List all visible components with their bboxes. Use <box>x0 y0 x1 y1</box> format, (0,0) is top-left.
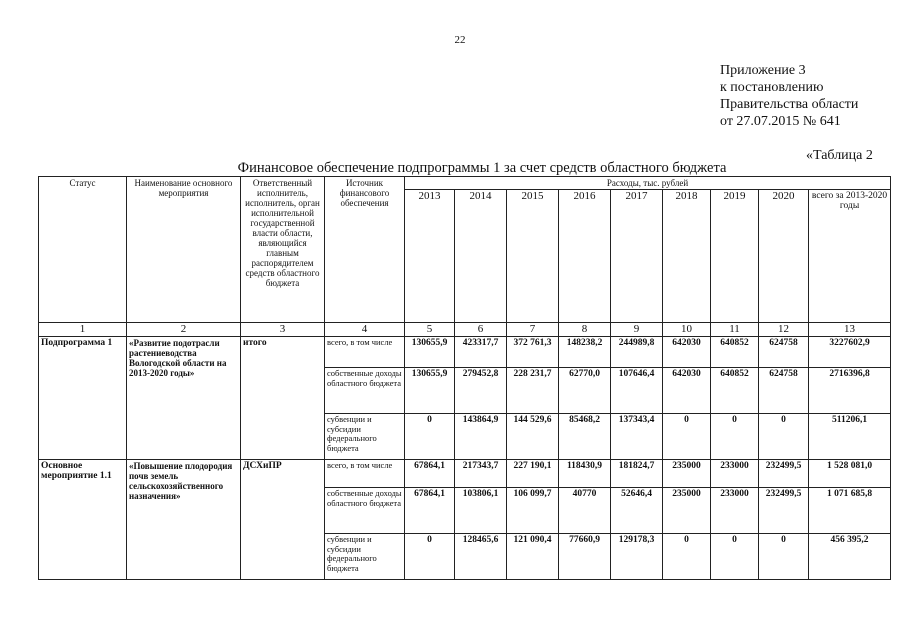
source-cell: собственные доходы областного бюджета <box>325 488 405 534</box>
value-cell: 0 <box>711 534 759 580</box>
header-name: Наименование основного мероприятия <box>127 177 241 323</box>
value-cell: 227 190,1 <box>507 460 559 488</box>
value-cell: 130655,9 <box>405 337 455 368</box>
source-cell: субвенции и субсидии федерального бюджета <box>325 534 405 580</box>
header-year: 2017 <box>611 190 663 323</box>
header-year: 2014 <box>455 190 507 323</box>
table-row <box>39 460 891 488</box>
value-cell: 106 099,7 <box>507 488 559 534</box>
column-number: 1 <box>39 323 127 337</box>
appendix-line: от 27.07.2015 № 641 <box>720 114 841 129</box>
appendix-line: Правительства области <box>720 97 859 112</box>
table-title: Финансовое обеспечение подпрограммы 1 за счет средств областного бюджета <box>237 160 727 176</box>
value-cell: 244989,8 <box>611 337 663 368</box>
column-number: 7 <box>507 323 559 337</box>
value-cell: 0 <box>759 414 809 460</box>
table-row <box>39 337 891 368</box>
column-numbers-row <box>39 323 891 337</box>
value-cell: 624758 <box>759 337 809 368</box>
value-cell: 640852 <box>711 368 759 414</box>
value-cell: 232499,5 <box>759 488 809 534</box>
name-cell: «Развитие подотрасли растениеводства Вологодской области на 2013-2020 годы» <box>127 337 241 460</box>
appendix-line: к постановлению <box>720 80 824 95</box>
value-cell: 107646,4 <box>611 368 663 414</box>
source-cell: субвенции и субсидии федерального бюджета <box>325 414 405 460</box>
responsible-cell: итого <box>241 337 325 460</box>
source-cell: всего, в том числе <box>325 460 405 488</box>
header-total: всего за 2013-2020 годы <box>809 190 891 323</box>
total-cell: 2716396,8 <box>809 368 891 414</box>
column-number: 11 <box>711 323 759 337</box>
column-number: 6 <box>455 323 507 337</box>
value-cell: 0 <box>663 534 711 580</box>
value-cell: 67864,1 <box>405 460 455 488</box>
responsible-cell: ДСХиПР <box>241 460 325 580</box>
header-source: Источник финансового обеспечения <box>325 177 405 323</box>
total-cell: 456 395,2 <box>809 534 891 580</box>
total-cell: 511206,1 <box>809 414 891 460</box>
value-cell: 118430,9 <box>559 460 611 488</box>
value-cell: 62770,0 <box>559 368 611 414</box>
value-cell: 642030 <box>663 337 711 368</box>
appendix-line: Приложение 3 <box>720 63 806 78</box>
source-cell: всего, в том числе <box>325 337 405 368</box>
value-cell: 128465,6 <box>455 534 507 580</box>
header-year: 2016 <box>559 190 611 323</box>
column-number: 3 <box>241 323 325 337</box>
value-cell: 0 <box>663 414 711 460</box>
value-cell: 137343,4 <box>611 414 663 460</box>
value-cell: 217343,7 <box>455 460 507 488</box>
column-number: 9 <box>611 323 663 337</box>
value-cell: 624758 <box>759 368 809 414</box>
value-cell: 121 090,4 <box>507 534 559 580</box>
header-year: 2020 <box>759 190 809 323</box>
value-cell: 103806,1 <box>455 488 507 534</box>
value-cell: 235000 <box>663 488 711 534</box>
page-number: 22 <box>454 34 466 46</box>
value-cell: 642030 <box>663 368 711 414</box>
value-cell: 77660,9 <box>559 534 611 580</box>
financing-table <box>38 176 891 580</box>
source-cell: собственные доходы областного бюджета <box>325 368 405 414</box>
value-cell: 372 761,3 <box>507 337 559 368</box>
value-cell: 52646,4 <box>611 488 663 534</box>
status-cell: Подпрограмма 1 <box>39 337 127 460</box>
header-year: 2018 <box>663 190 711 323</box>
value-cell: 0 <box>759 534 809 580</box>
value-cell: 130655,9 <box>405 368 455 414</box>
value-cell: 181824,7 <box>611 460 663 488</box>
value-cell: 233000 <box>711 460 759 488</box>
value-cell: 40770 <box>559 488 611 534</box>
header-year: 2013 <box>405 190 455 323</box>
value-cell: 228 231,7 <box>507 368 559 414</box>
column-number: 10 <box>663 323 711 337</box>
value-cell: 0 <box>405 534 455 580</box>
value-cell: 279452,8 <box>455 368 507 414</box>
total-cell: 1 528 081,0 <box>809 460 891 488</box>
appendix-block <box>720 62 900 130</box>
value-cell: 85468,2 <box>559 414 611 460</box>
table-label: «Таблица 2 <box>806 148 873 163</box>
column-number: 4 <box>325 323 405 337</box>
status-cell: Основное мероприятие 1.1 <box>39 460 127 580</box>
column-number: 8 <box>559 323 611 337</box>
column-number: 5 <box>405 323 455 337</box>
column-number: 2 <box>127 323 241 337</box>
value-cell: 232499,5 <box>759 460 809 488</box>
value-cell: 148238,2 <box>559 337 611 368</box>
header-status: Статус <box>39 177 127 323</box>
column-number: 12 <box>759 323 809 337</box>
value-cell: 235000 <box>663 460 711 488</box>
header-year: 2019 <box>711 190 759 323</box>
value-cell: 233000 <box>711 488 759 534</box>
column-number: 13 <box>809 323 891 337</box>
total-cell: 3227602,9 <box>809 337 891 368</box>
value-cell: 129178,3 <box>611 534 663 580</box>
value-cell: 0 <box>711 414 759 460</box>
total-cell: 1 071 685,8 <box>809 488 891 534</box>
value-cell: 423317,7 <box>455 337 507 368</box>
value-cell: 0 <box>405 414 455 460</box>
name-cell: «Повышение плодородия почв земель сельскохозяйственного назначения» <box>127 460 241 580</box>
header-responsible: Ответственный исполнитель, исполнитель, орган исполнительной государственной власти области, являющийся главным распорядителем средств областного бюджета <box>241 177 325 323</box>
header-year: 2015 <box>507 190 559 323</box>
header-expenses: Расходы, тыс. рублей <box>405 177 891 190</box>
value-cell: 144 529,6 <box>507 414 559 460</box>
value-cell: 143864,9 <box>455 414 507 460</box>
value-cell: 67864,1 <box>405 488 455 534</box>
value-cell: 640852 <box>711 337 759 368</box>
